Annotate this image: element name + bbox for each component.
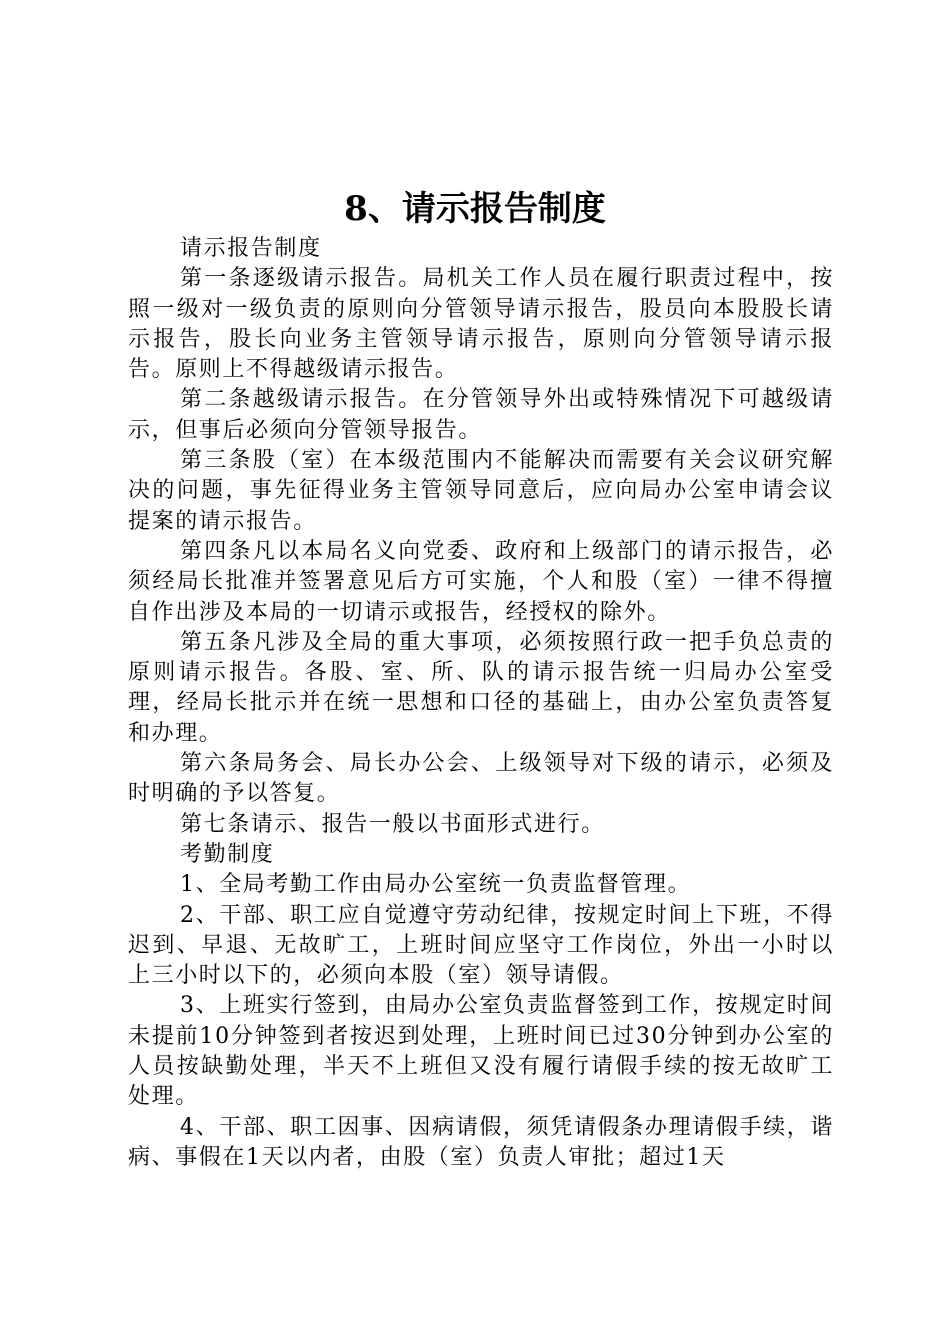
paragraph-article-7: 第七条请示、报告一般以书面形式进行。	[180, 811, 605, 837]
paragraph-attendance-2: 2、干部、职工应自觉遵守劳动纪律，按规定时间上下班，不得迟到、早退、无故旷工，上班时间应坚守工作岗位，外出一小时以上三小时以下的，必须向本股（室）领导请假。	[128, 902, 834, 989]
paragraph-attendance-4: 4、干部、职工因事、因病请假，须凭请假条办理请假手续，谐病、事假在1天以内者，由股（室）负责人审批；超过1天	[128, 1114, 834, 1170]
paragraph-article-5: 第五条凡涉及全局的重大事项，必须按照行政一把手负总责的原则请示报告。各股、室、所、队的请示报告统一归局办公室受理，经局长批示并在统一思想和口径的基础上，由办公室负责答复和办理。	[128, 629, 834, 746]
section-heading-attendance: 考勤制度	[180, 841, 275, 867]
section-heading-report: 请示报告制度	[180, 236, 322, 261]
paragraph-article-4: 第四条凡以本局名义向党委、政府和上级部门的请示报告，必须经局长批准并签署意见后方可实施，个人和股（室）一律不得擅自作出涉及本局的一切请示或报告，经授权的除外。	[128, 538, 834, 625]
paragraph-article-1: 第一条逐级请示报告。局机关工作人员在履行职责过程中，按照一级对一级负责的原则向分管领导请示报告，股员向本股股长请示报告，股长向业务主管领导请示报告，原则向分管领导请示报告。原则上不得越级请示报告。	[128, 266, 834, 383]
paragraph-attendance-3: 3、上班实行签到，由局办公室负责监督签到工作，按规定时间未提前10分钟签到者按迟到处理，上班时间已过30分钟到办公室的人员按缺勤处理，半天不上班但又没有履行请假手续的按无故旷工处理。	[128, 993, 834, 1110]
paragraph-article-3: 第三条股（室）在本级范围内不能解决而需要有关会议研究解决的问题，事先征得业务主管领导同意后，应向局办公室申请会议提案的请示报告。	[128, 448, 834, 534]
paragraph-article-2: 第二条越级请示报告。在分管领导外出或特殊情况下可越级请示，但事后必须向分管领导报告。	[128, 387, 834, 443]
paragraph-article-6: 第六条局务会、局长办公会、上级领导对下级的请示，必须及时明确的予以答复。	[128, 751, 834, 807]
document-title: 8、请示报告制度	[344, 189, 606, 229]
document-body	[128, 234, 834, 1173]
paragraph-attendance-1: 1、全局考勤工作由局办公室统一负责监督管理。	[180, 872, 692, 898]
